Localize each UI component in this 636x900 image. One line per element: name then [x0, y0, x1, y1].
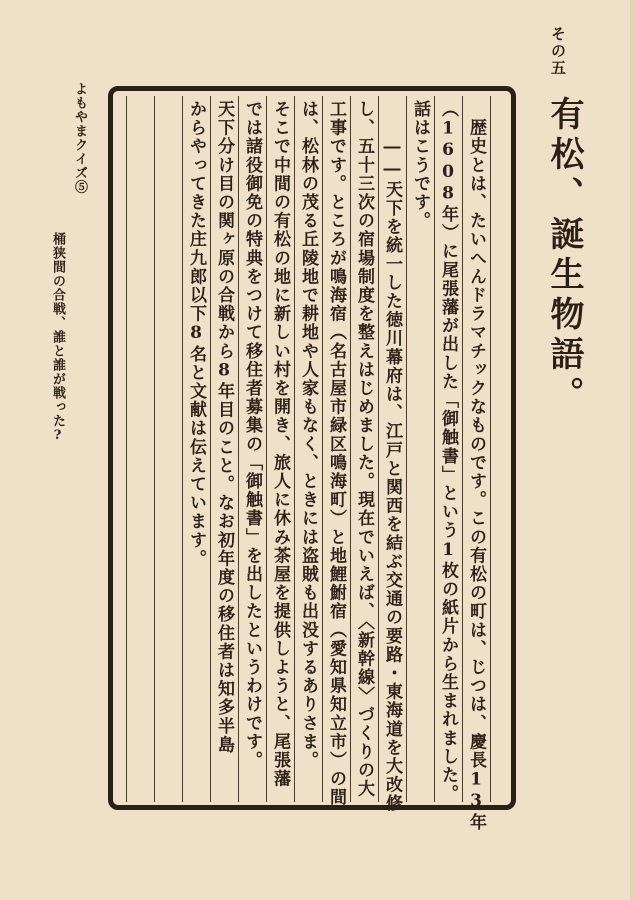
- column-rule: [490, 96, 491, 802]
- quiz-series-title: よもやまクイズ⑤: [72, 82, 87, 194]
- body-line: ――天下を統一した徳川幕府は、江戸と関西を結ぶ交通の要路・東海道を大改修: [382, 100, 402, 813]
- column-rule: [210, 96, 211, 802]
- column-rule: [182, 96, 183, 802]
- body-line: 話はこうです。: [410, 100, 430, 231]
- column-rule: [294, 96, 295, 802]
- column-rule: [462, 96, 463, 802]
- body-line: 歴史とは、たいへんドラマチックなものです。この有松の町は、じつは、慶長13年: [466, 100, 486, 832]
- column-rule: [406, 96, 407, 802]
- column-rule: [154, 96, 155, 802]
- body-line: では諸役御免の特典をつけて移住者募集の「御触書」を出したというわけです。: [242, 100, 262, 770]
- body-line: 工事です。ところが鳴海宿（名古屋市緑区鳴海町）と地鯉鮒宿（愛知県知立市）の間: [326, 100, 346, 807]
- column-rule: [434, 96, 435, 802]
- column-rule: [322, 96, 323, 802]
- column-rule: [126, 96, 127, 802]
- chapter-label: その五: [549, 26, 567, 77]
- body-line: からやってきた庄九郎以下8名と文献は伝えています。: [186, 100, 206, 568]
- column-rule: [350, 96, 351, 802]
- body-line: し、五十三次の宿場制度を整えはじめました。現在でいえば、〈新幹線〉づくりの大: [354, 100, 374, 799]
- page-title: 有松、誕生物語。: [544, 96, 584, 416]
- body-line: 天下分け目の関ヶ原の合戦から8年目のこと。なお初年度の移住者は知多半島: [214, 100, 234, 754]
- quiz-question: 桶狭間の合戦、誰と誰が戦った?: [50, 232, 65, 444]
- column-rule: [238, 96, 239, 802]
- body-line: は、松林の茂る丘陵地で耕地や人家もなく、ときには盗賊も出没するありさま。: [298, 100, 318, 770]
- column-rule: [266, 96, 267, 802]
- paper-edge: [630, 0, 636, 900]
- body-line: （1608年）に尾張藩が出した「御触書」という1枚の紙片から生まれました。: [438, 100, 458, 804]
- column-rule: [378, 96, 379, 802]
- body-line: そこで中間の有松の地に新しい村を開き、旅人に休み茶屋を提供しようと、尾張藩: [270, 100, 290, 789]
